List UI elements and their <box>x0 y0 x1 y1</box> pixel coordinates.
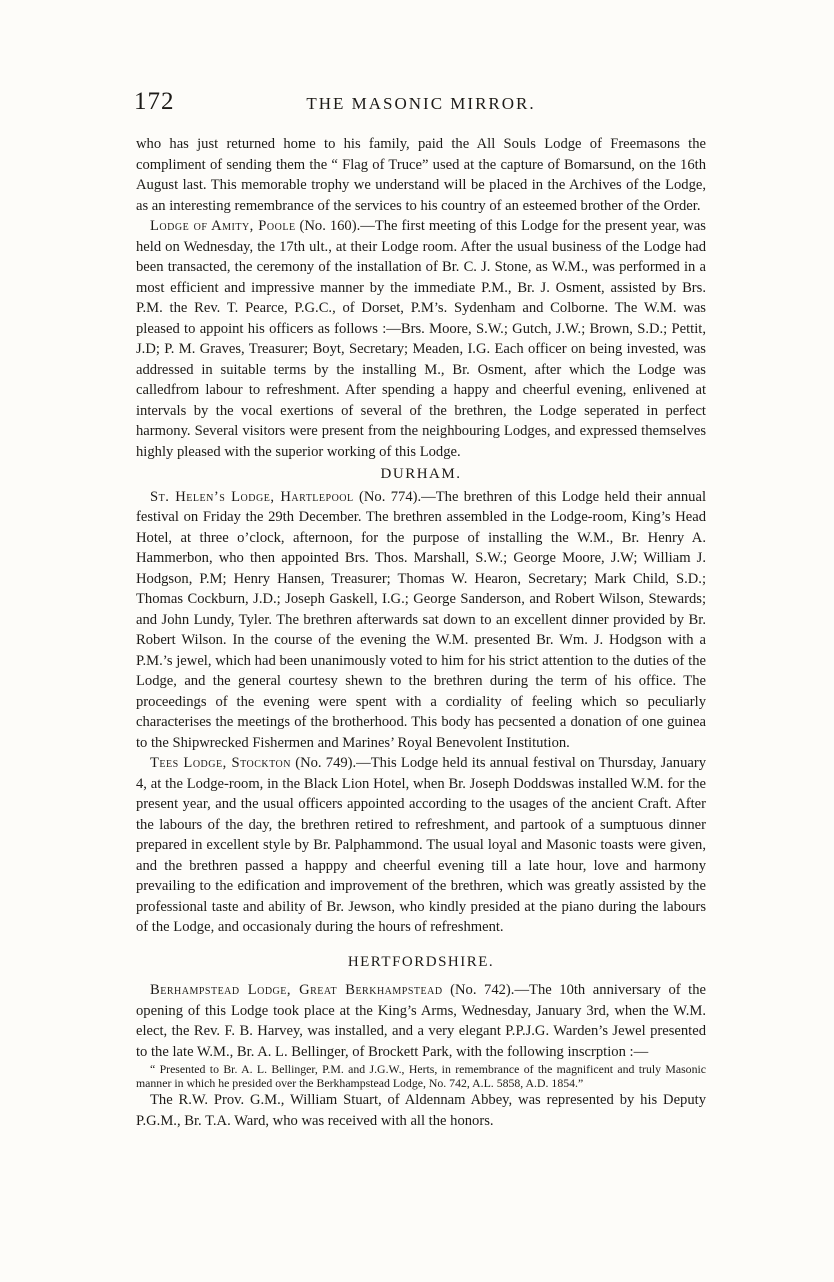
berkhampstead-paragraph <box>136 980 706 1062</box>
berkhampstead-lodge-name: Berhampstead Lodge, Great Berkhampstead <box>150 982 443 998</box>
closing-paragraph: The R.W. Prov. G.M., William Stuart, of Aldennam Abbey, was represented by his Deputy P.G.M., Br. T.A. Ward, who was received with all the honors. <box>136 1092 706 1129</box>
st-helens-text: (No. 774).—The brethren of this Lodge held their annual festival on Friday the 29th December. The brethren assembled in the Lodge-room, King’s Head Hotel, at three o’clock, afternoon, for the purpose of installing the W.M., Br. Henry A. Hammerbon, who then appointed Brs. Thos. Marshall, S.W.; George Moore, J.W; William J. Hodgson, P.M; Henry Hansen, Treasurer; Thomas W. Hearon, Secretary; Mark Child, S.D.; Thomas Cockburn, J.D.; Joseph Gaskell, I.G.; George Sanderson, and Robert Wilson, Stewards; and John Lundy, Tyler. The brethren afterwards sat down to an excellent dinner provided by Br. Robert Wilson. In the course of the evening the W.M. presented Br. Wm. J. Hodgson with a P.M.’s jewel, which had been unanimously voted to him for his strict attention to the duties of the Lodge, and the general courtesy shewn to the brethren during the term of his office. The proceedings of the evening were spent with a cordiality of feeling which so peculiarly characterises the meetings of the brotherhood. This body has pecsented a donation of one guinea to the Shipwrecked Fishermen and Marines’ Royal Benevolent Institution. <box>136 488 707 751</box>
tees-lodge-name: Tees Lodge, Stockton <box>150 755 291 771</box>
hertfordshire-heading: HERTFORDSHIRE. <box>347 953 495 970</box>
amity-lodge-name: Lodge of Amity, Poole <box>150 218 296 234</box>
tees-paragraph <box>136 753 706 938</box>
running-title: THE MASONIC MIRROR. <box>306 94 536 113</box>
page-number: 172 <box>134 88 175 115</box>
amity-text: (No. 160).—The first meeting of this Lodge for the present year, was held on Wednesday, the 17th ult., at their Lodge room. After the usual business of the Lodge had been transacted, the ceremony of the installation of Br. C. J. Stone, as W.M., was performed in a most efficient and impressive manner by the immediate P.M., Br. J. Osment, assisted by Brs. P.M. the Rev. T. Pearce, P.G.C., of Dorset, P.M’s. Sydenham and Colborne. The W.M. was pleased to appoint his officers as follows :—Brs. Moore, S.W.; Gutch, J.W.; Brown, S.D.; Pettit, J.D; P. M. Graves, Treasurer; Boyt, Secretary; Meaden, I.G. Each officer on being invested, was addressed in suitable terms by the installing M., Br. Osment, after which the Lodge was calledfrom labour to refreshment. After spending a happy and cheerful evening, enlivened at intervals by the vocal exertions of several of the brethren, the Lodge seperated in perfect harmony. Several visitors were present from the neighbouring Lodges, and expressed themselves highly pleased with the superior working of this Lodge. <box>136 218 706 460</box>
intro-paragraph: who has just returned home to his family, paid the All Souls Lodge of Freemasons the compliment of sending them the “ Flag of Truce” used at the capture of Bomarsund, on the 16th August last. This memorable trophy we understand will be placed in the Archives of the Lodge, as an interesting remembrance of the services to his country of an esteemed brother of the Order. <box>136 136 706 214</box>
durham-heading: DURHAM. <box>380 466 462 482</box>
jewel-inscription: “ Presented to Br. A. L. Bellinger, P.M. and J.G.W., Herts, in remembrance of the magnificent and truly Masonic manner in which he presided over the Berkhampstead Lodge, No. 742, A.L. 5858, A.D. 1854.” <box>136 1062 706 1090</box>
tees-text: (No. 749).—This Lodge held its annual festival on Thursday, January 4, at the Lodge-room, in the Black Lion Hotel, when Br. Joseph Doddswas installed W.M. for the present year, and the usual officers appointed according to the usages of the ancient Craft. After the labours of the day, the brethren retired to refreshment, and partook of a sumptuous dinner prepared in excellent style by Br. Palphammond. The usual loyal and Masonic toasts were given, and the brethren passed a happpy and cheerful evening till a late hour, love and harmony prevailing to the edification and improvement of the brethren, which was greatly assisted by the professional taste and ability of Br. Jewson, who kindly presided at the piano during the labours of the Lodge, and occasionaly during the hours of refreshment. <box>136 755 707 935</box>
berkhampstead-text: (No. 742).—The 10th anniversary of the opening of this Lodge took place at the King’s Arms, Wednesday, January 3rd, when the W.M. elect, the Rev. F. B. Harvey, was installed, and a very elegant P.P.J.G. Warden’s Jewel presented to the late W.M., Br. A. L. Bellinger, of Brockett Park, with the following inscrption :— <box>136 982 706 1060</box>
article-body <box>136 134 706 1131</box>
st-helens-paragraph <box>136 487 706 754</box>
st-helens-lodge-name: St. Helen’s Lodge, Hartlepool <box>150 488 354 505</box>
page-header <box>136 88 706 124</box>
amity-paragraph <box>136 216 706 462</box>
